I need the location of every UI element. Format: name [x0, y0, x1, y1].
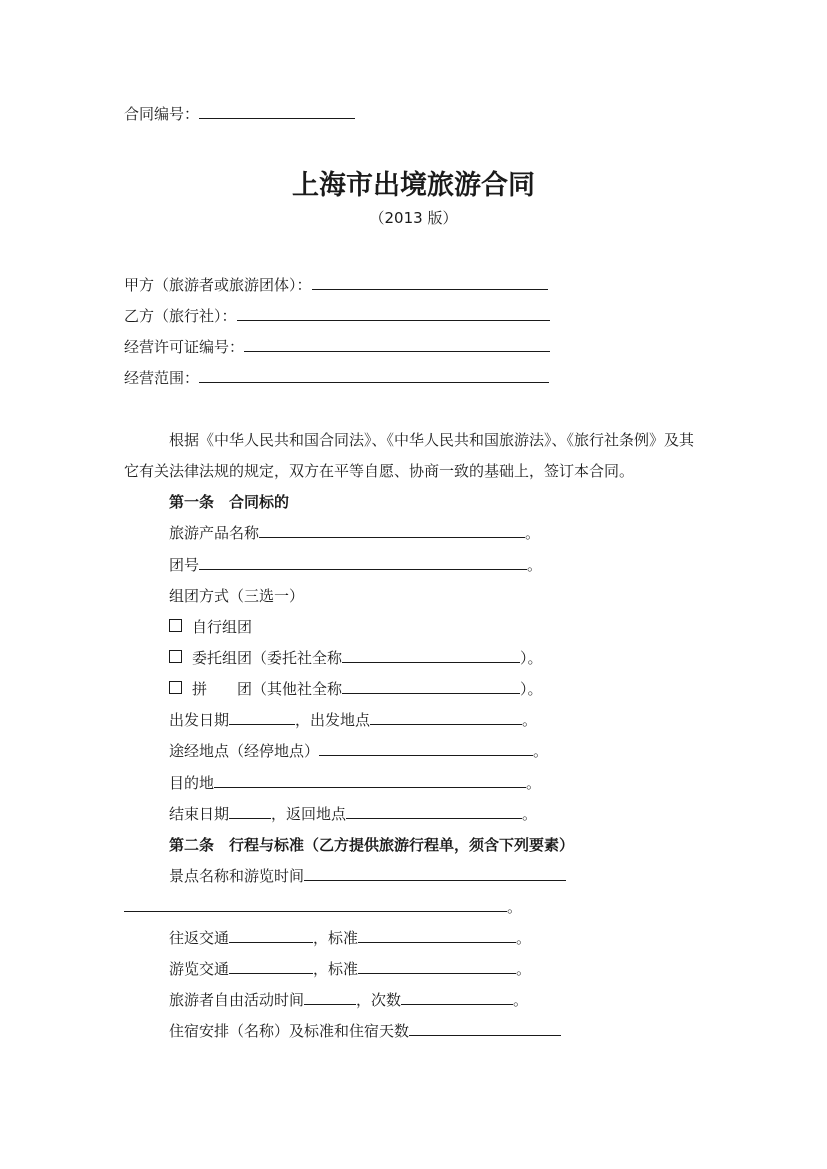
- free-time-field[interactable]: [304, 990, 356, 1005]
- via-line: [169, 741, 548, 761]
- times-label: ，次数: [356, 991, 402, 1009]
- option-join-checkbox[interactable]: [169, 681, 182, 694]
- document-title: 上海市出境旅游合同: [292, 170, 535, 201]
- license-line: [124, 337, 550, 357]
- product-name-line: [169, 523, 540, 543]
- sights-field[interactable]: [304, 866, 566, 881]
- period: 。: [513, 991, 529, 1009]
- period: 。: [507, 898, 523, 916]
- close-paren: ）。: [520, 649, 543, 667]
- round-trip-label: 往返交通: [169, 929, 230, 947]
- period: 。: [522, 711, 538, 729]
- end-date-label: 结束日期: [169, 805, 230, 823]
- scope-line: [124, 368, 549, 388]
- period: 。: [526, 774, 542, 792]
- option-join: [169, 679, 543, 699]
- destination-label: 目的地: [169, 774, 215, 792]
- period: 。: [533, 742, 549, 760]
- sightseeing-transport-label: 游览交通: [169, 960, 230, 978]
- period: 。: [522, 805, 538, 823]
- option-self: [169, 617, 252, 637]
- party-a-field[interactable]: [312, 275, 548, 290]
- license-label: 经营许可证编号：: [124, 338, 245, 356]
- sights-label: 景点名称和游览时间: [169, 867, 305, 885]
- preamble-line-2: 它有关法律法规的规定，双方在平等自愿、协商一致的基础上，签订本合同。: [124, 462, 635, 480]
- close-paren: ）。: [520, 680, 543, 698]
- sightseeing-standard-label: ，标准: [313, 960, 359, 978]
- product-name-field[interactable]: [259, 523, 525, 538]
- period: 。: [516, 929, 532, 947]
- article-1-heading: 第一条 合同标的: [169, 493, 290, 511]
- period: 。: [527, 556, 543, 574]
- departure-date-label: 出发日期: [169, 711, 230, 729]
- round-trip-standard-label: ，标准: [313, 929, 359, 947]
- scope-label: 经营范围：: [124, 369, 200, 387]
- sights-continuation-line: [124, 897, 522, 917]
- departure-date-field[interactable]: [229, 710, 295, 725]
- departure-line: [169, 710, 537, 730]
- party-b-line: [124, 306, 550, 326]
- preamble-line-1: 根据《中华人民共和国合同法》、《中华人民共和国旅游法》、《旅行社条例》及其: [169, 431, 695, 449]
- via-field[interactable]: [319, 741, 533, 756]
- end-date-field[interactable]: [229, 804, 271, 819]
- party-b-field[interactable]: [237, 306, 550, 321]
- option-entrust-label: 委托组团（委托社全称: [192, 649, 343, 667]
- destination-line: [169, 773, 541, 793]
- accommodation-label: 住宿安排（名称）及标准和住宿天数: [169, 1022, 410, 1040]
- period: 。: [525, 524, 541, 542]
- party-b-label: 乙方（旅行社）：: [124, 307, 237, 325]
- end-line: [169, 804, 537, 824]
- scope-field[interactable]: [199, 368, 549, 383]
- option-self-label: 自行组团: [192, 618, 253, 636]
- contract-number-field[interactable]: [199, 104, 355, 119]
- product-name-label: 旅游产品名称: [169, 524, 260, 542]
- sightseeing-standard-field[interactable]: [358, 959, 516, 974]
- option-self-checkbox[interactable]: [169, 619, 182, 632]
- accommodation-field[interactable]: [409, 1021, 561, 1036]
- party-a-label: 甲方（旅游者或旅游团体）：: [124, 276, 312, 294]
- departure-place-field[interactable]: [370, 710, 522, 725]
- round-trip-standard-field[interactable]: [358, 928, 516, 943]
- round-trip-line: [169, 928, 531, 948]
- article-2-heading: 第二条 行程与标准（乙方提供旅游行程单，须含下列要素）: [169, 836, 575, 854]
- sightseeing-transport-line: [169, 959, 531, 979]
- organize-mode-label: 组团方式（三选一）: [169, 587, 305, 605]
- option-entrust: [169, 648, 543, 668]
- free-time-line: [169, 990, 528, 1010]
- sightseeing-transport-field[interactable]: [229, 959, 313, 974]
- round-trip-field[interactable]: [229, 928, 313, 943]
- option-join-label-a: 拼: [192, 680, 208, 698]
- free-time-label: 旅游者自由活动时间: [169, 991, 305, 1009]
- accommodation-line: [169, 1021, 561, 1041]
- return-place-field[interactable]: [346, 804, 522, 819]
- contract-number-line: [124, 104, 355, 124]
- entrust-agency-field[interactable]: [342, 648, 520, 663]
- period: 。: [516, 960, 532, 978]
- sights-field-continued[interactable]: [124, 897, 507, 912]
- option-join-label-b: 团（其他社全称: [237, 680, 343, 698]
- join-agency-field[interactable]: [342, 679, 520, 694]
- times-field[interactable]: [401, 990, 513, 1005]
- option-entrust-checkbox[interactable]: [169, 650, 182, 663]
- group-no-line: [169, 555, 542, 575]
- destination-field[interactable]: [214, 773, 526, 788]
- group-no-field[interactable]: [199, 555, 527, 570]
- license-field[interactable]: [244, 337, 550, 352]
- via-label: 途经地点（经停地点）: [169, 742, 320, 760]
- departure-place-label: ，出发地点: [295, 711, 371, 729]
- group-no-label: 团号: [169, 556, 200, 574]
- sights-line: [169, 866, 566, 886]
- document-version: （2013 版）: [369, 209, 458, 227]
- return-place-label: ，返回地点: [271, 805, 347, 823]
- contract-number-label: 合同编号：: [124, 105, 200, 123]
- party-a-line: [124, 275, 548, 295]
